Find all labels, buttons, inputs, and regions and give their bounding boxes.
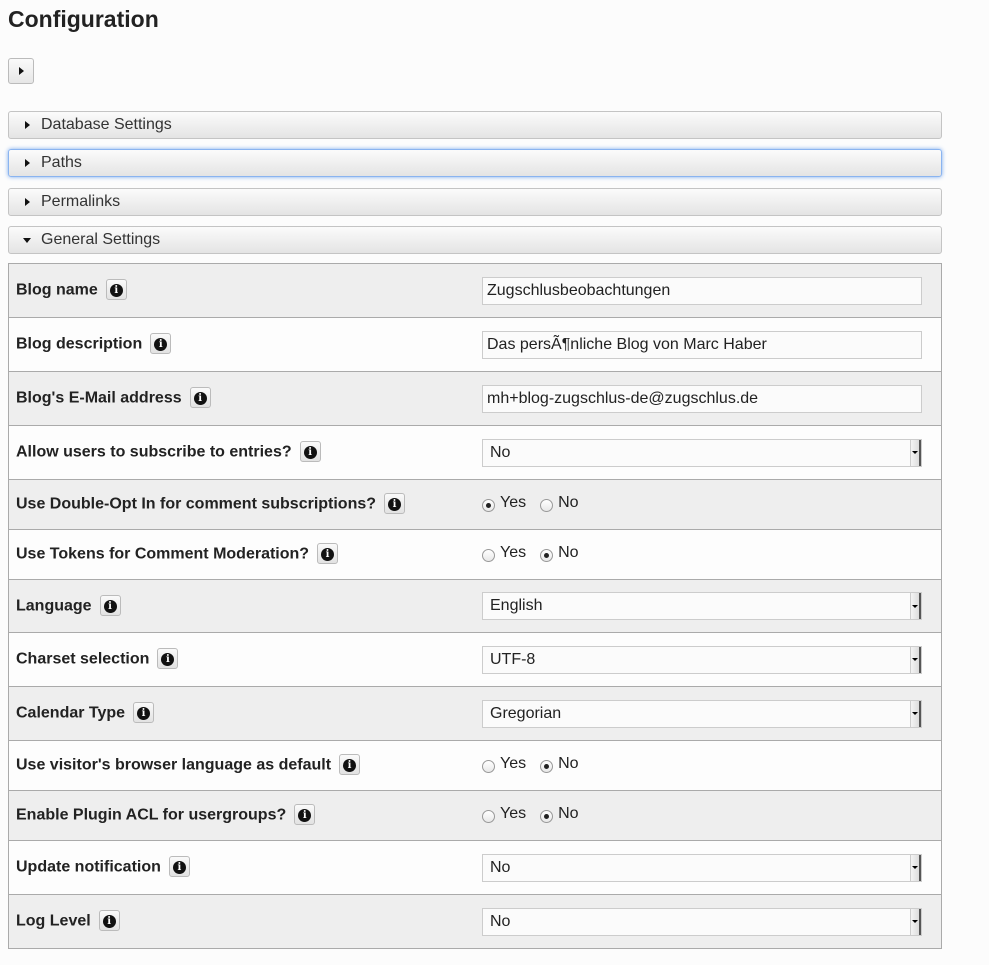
radio-label: No — [558, 494, 579, 512]
info-button[interactable] — [133, 702, 154, 723]
radio-yes[interactable] — [482, 544, 526, 562]
setting-label-cell — [9, 791, 476, 841]
setting-label: Use Double-Opt In for comment subscriptions? — [16, 495, 377, 513]
input-value: Zugschlusbeobachtungen — [487, 281, 671, 299]
general-settings-table — [8, 263, 942, 949]
setting-control-cell — [475, 841, 942, 895]
dropdown-arrow-icon — [910, 909, 921, 935]
section-label: General Settings — [41, 231, 161, 248]
setting-label: Calendar Type — [16, 704, 126, 722]
setting-label-cell — [9, 687, 476, 741]
info-icon: i — [304, 446, 317, 459]
info-icon: i — [298, 809, 311, 822]
setting-row — [9, 895, 942, 949]
text-input[interactable] — [482, 277, 922, 305]
setting-control-cell — [475, 895, 942, 949]
setting-row — [9, 264, 942, 318]
setting-control-cell — [475, 687, 942, 741]
info-button[interactable] — [106, 279, 127, 300]
selected-value: UTF-8 — [490, 650, 536, 668]
radio-no[interactable] — [540, 494, 578, 512]
setting-row — [9, 480, 942, 530]
setting-row — [9, 791, 942, 841]
select-dropdown[interactable] — [482, 700, 922, 728]
select-dropdown[interactable] — [482, 908, 922, 936]
text-input[interactable] — [482, 331, 922, 359]
setting-control-cell — [475, 633, 942, 687]
input-value: Das persÃ¶nliche Blog von Marc Haber — [487, 335, 767, 353]
setting-label: Use Tokens for Comment Moderation? — [16, 545, 310, 563]
setting-label-cell — [9, 741, 476, 791]
section-header-permalinks[interactable] — [8, 188, 942, 216]
setting-row — [9, 530, 942, 580]
dropdown-arrow-icon — [910, 701, 921, 727]
setting-row — [9, 633, 942, 687]
setting-control-cell — [475, 741, 942, 791]
page-title: Configuration — [8, 6, 159, 32]
radio-label: No — [558, 805, 579, 823]
section-header-general-settings[interactable] — [8, 226, 942, 254]
radio-yes[interactable] — [482, 755, 526, 773]
dropdown-arrow-icon — [910, 593, 921, 619]
info-icon: i — [388, 498, 401, 511]
setting-row — [9, 687, 942, 741]
setting-label: Allow users to subscribe to entries? — [16, 443, 292, 461]
setting-label: Update notification — [16, 858, 161, 876]
info-icon: i — [103, 915, 116, 928]
section-header-database-settings[interactable] — [8, 111, 942, 139]
dropdown-arrow-icon — [910, 647, 921, 673]
setting-control-cell — [475, 372, 942, 426]
setting-row — [9, 318, 942, 372]
radio-label: No — [558, 755, 579, 773]
setting-label: Use visitor's browser language as default — [16, 756, 332, 774]
info-button[interactable] — [294, 804, 315, 825]
radio-yes[interactable] — [482, 805, 526, 823]
info-button[interactable] — [169, 856, 190, 877]
info-button[interactable] — [150, 333, 171, 354]
radio-icon — [482, 810, 495, 823]
selected-value: English — [490, 597, 543, 614]
setting-control-cell — [475, 480, 942, 530]
setting-control-cell — [475, 580, 942, 633]
setting-control-cell — [475, 530, 942, 580]
select-dropdown[interactable] — [482, 439, 922, 467]
radio-icon — [482, 760, 495, 773]
selected-value: Gregorian — [490, 704, 562, 722]
setting-label-cell — [9, 530, 476, 580]
setting-row — [9, 580, 942, 633]
radio-label: Yes — [500, 755, 527, 773]
info-button[interactable] — [190, 387, 211, 408]
triangle-right-icon — [25, 159, 30, 167]
setting-row — [9, 741, 942, 791]
section-header-paths[interactable] — [8, 149, 942, 177]
text-input[interactable] — [482, 385, 922, 413]
triangle-down-icon — [23, 238, 31, 243]
setting-label-cell — [9, 580, 476, 633]
radio-yes[interactable] — [482, 494, 526, 512]
radio-label: Yes — [500, 494, 527, 512]
selected-value: No — [490, 443, 511, 461]
setting-label-cell — [9, 633, 476, 687]
radio-icon — [540, 499, 553, 512]
info-icon: i — [194, 392, 207, 405]
setting-label-cell — [9, 895, 476, 949]
setting-control-cell — [475, 791, 942, 841]
info-icon: i — [161, 653, 174, 666]
radio-label: No — [558, 544, 579, 562]
input-value: mh+blog-zugschlus-de@zugschlus.de — [487, 389, 759, 407]
setting-label: Enable Plugin ACL for usergroups? — [16, 806, 287, 824]
expand-all-button[interactable] — [8, 58, 34, 84]
setting-row — [9, 841, 942, 895]
info-icon: i — [154, 338, 167, 351]
select-dropdown[interactable] — [482, 854, 922, 882]
info-button[interactable] — [339, 754, 360, 775]
info-icon: i — [321, 548, 334, 561]
setting-label-cell — [9, 480, 476, 530]
setting-label-cell — [9, 426, 476, 480]
select-dropdown[interactable] — [482, 592, 922, 620]
setting-control-cell — [475, 264, 942, 318]
radio-icon — [482, 549, 495, 562]
info-icon: i — [343, 759, 356, 772]
setting-label-cell — [9, 318, 476, 372]
info-button[interactable] — [99, 910, 120, 931]
info-icon: i — [137, 707, 150, 720]
info-button[interactable] — [157, 648, 178, 669]
setting-label-cell — [9, 841, 476, 895]
setting-row — [9, 372, 942, 426]
radio-no[interactable] — [540, 544, 578, 562]
info-button[interactable] — [317, 543, 338, 564]
dropdown-arrow-icon — [910, 440, 921, 466]
setting-label-cell — [9, 372, 476, 426]
radio-label: Yes — [500, 805, 527, 823]
info-button[interactable] — [384, 493, 405, 514]
info-icon: i — [173, 861, 186, 874]
section-label: Paths — [41, 154, 82, 171]
select-dropdown[interactable] — [482, 646, 922, 674]
setting-label: Charset selection — [16, 650, 150, 668]
info-button[interactable] — [100, 595, 121, 616]
info-icon: i — [110, 284, 123, 297]
setting-label-cell — [9, 264, 476, 318]
radio-no[interactable] — [540, 755, 578, 773]
selected-value: No — [490, 858, 511, 876]
setting-control-cell — [475, 318, 942, 372]
setting-control-cell — [475, 426, 942, 480]
setting-label: Blog description — [16, 335, 143, 353]
dropdown-arrow-icon — [910, 855, 921, 881]
section-label: Database Settings — [41, 116, 172, 133]
info-icon: i — [104, 600, 117, 613]
setting-label: Blog's E-Mail address — [16, 389, 182, 407]
radio-icon — [482, 499, 495, 512]
setting-label: Log Level — [16, 912, 91, 930]
radio-icon — [540, 549, 553, 562]
selected-value: No — [490, 912, 511, 930]
radio-icon — [540, 760, 553, 773]
triangle-right-icon — [25, 198, 30, 206]
section-label: Permalinks — [41, 193, 121, 210]
setting-label: Language — [16, 597, 92, 615]
radio-label: Yes — [500, 544, 527, 562]
setting-row — [9, 426, 942, 480]
radio-no[interactable] — [540, 805, 578, 823]
triangle-right-icon — [25, 121, 30, 129]
setting-label: Blog name — [16, 281, 98, 299]
radio-icon — [540, 810, 553, 823]
triangle-right-icon — [19, 67, 24, 75]
info-button[interactable] — [300, 441, 321, 462]
